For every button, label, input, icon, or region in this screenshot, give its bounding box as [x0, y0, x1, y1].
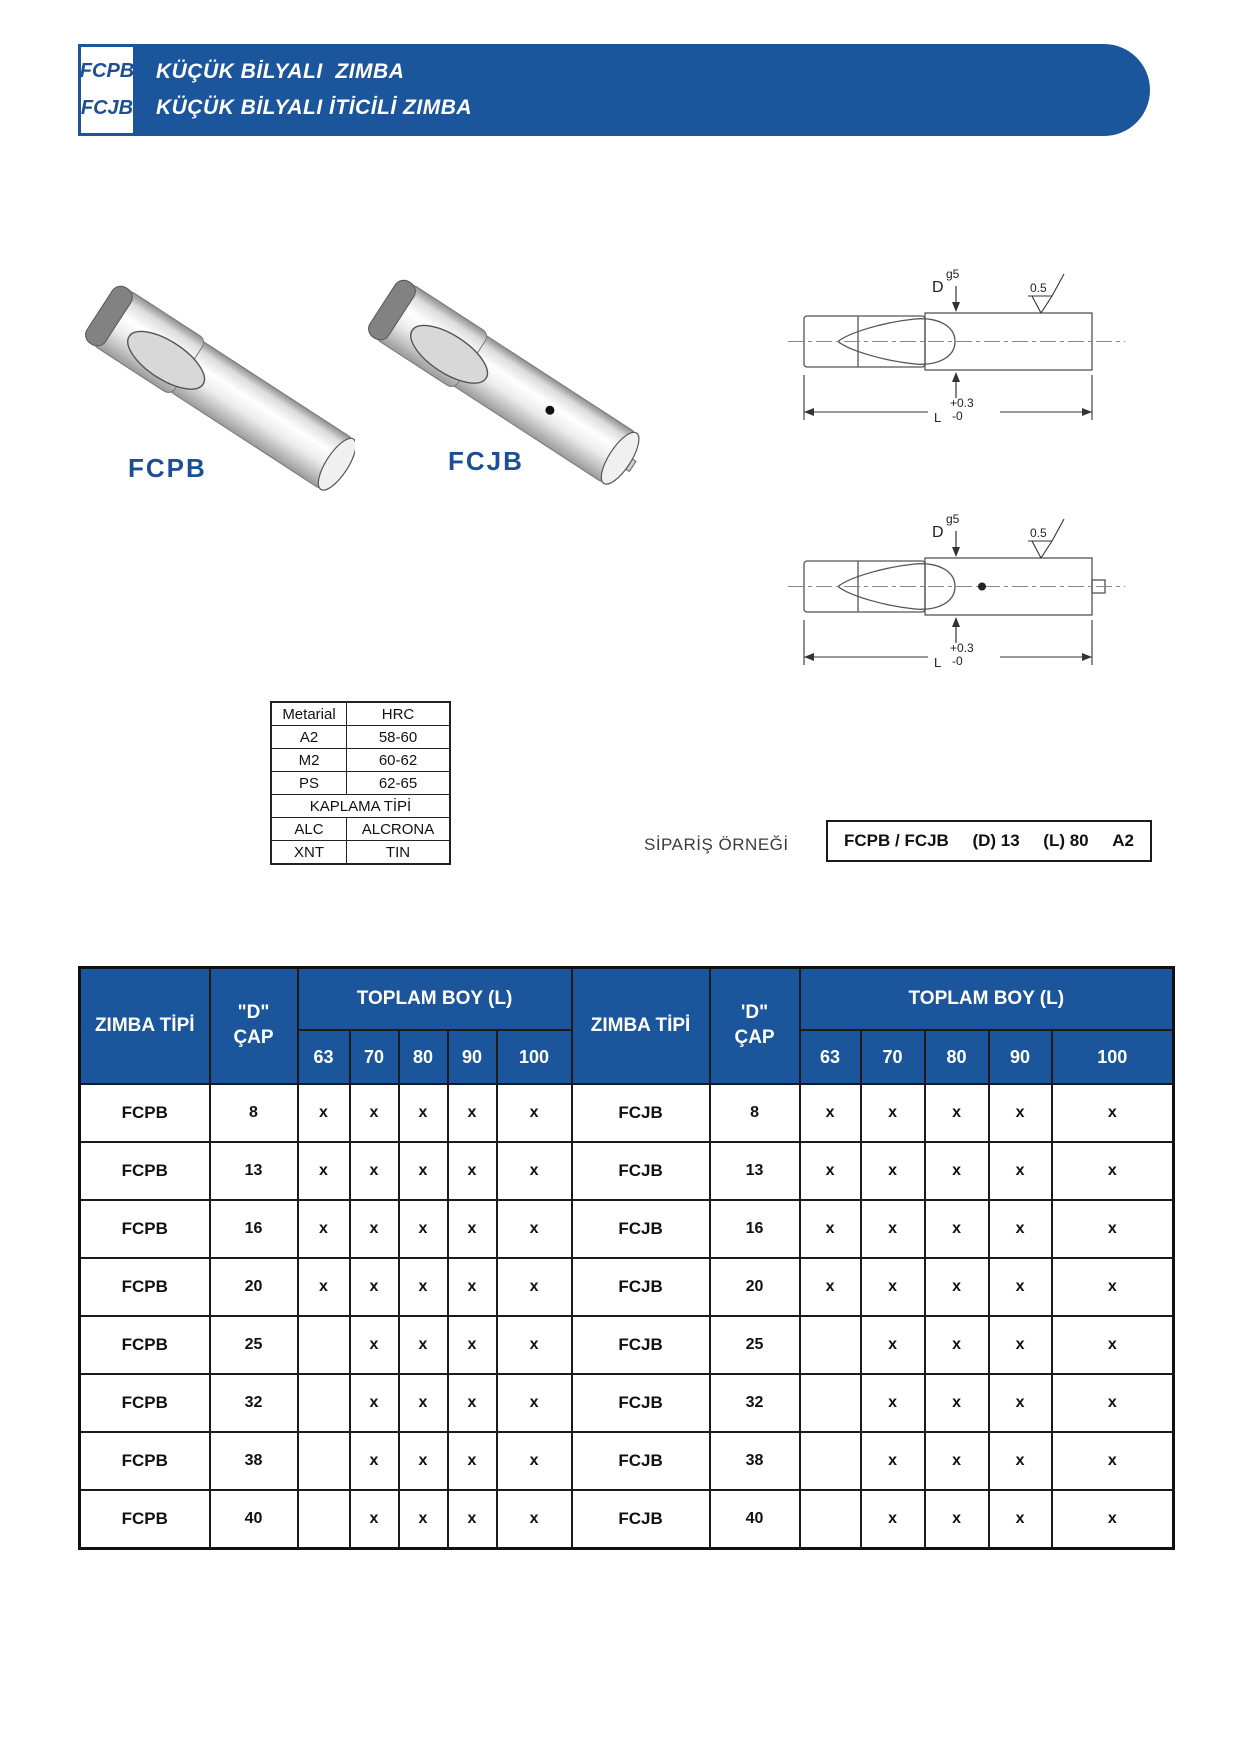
- col-header-toplam-boy-left: TOPLAM BOY (L): [298, 968, 572, 1031]
- availability-mark: x: [925, 1374, 989, 1432]
- diameter-cell: 13: [710, 1142, 800, 1200]
- zimba-type-cell: FCPB: [80, 1374, 210, 1432]
- availability-mark: x: [925, 1316, 989, 1374]
- hrc-header: HRC: [347, 702, 451, 726]
- availability-mark: x: [861, 1316, 925, 1374]
- material-hrc: 60-62: [347, 749, 451, 772]
- availability-mark: x: [350, 1084, 399, 1142]
- length-header: 70: [861, 1030, 925, 1084]
- len-tol-plus: +0.3: [950, 641, 974, 655]
- length-header: 90: [989, 1030, 1052, 1084]
- size-table: [78, 966, 1175, 1550]
- availability-mark: x: [1052, 1084, 1174, 1142]
- availability-mark: x: [399, 1084, 448, 1142]
- order-example-label: SİPARİŞ ÖRNEĞİ: [644, 835, 789, 854]
- diameter-cell: 13: [210, 1142, 298, 1200]
- zimba-type-cell: FCPB: [80, 1200, 210, 1258]
- header-banner: [78, 44, 1150, 136]
- fcpb-3d-render: [85, 262, 355, 507]
- fcpb-technical-drawing: [700, 220, 1240, 435]
- material-table: [270, 701, 451, 865]
- availability-mark: x: [925, 1084, 989, 1142]
- surface-finish-value: 0.5: [1030, 281, 1047, 295]
- availability-mark: x: [861, 1490, 925, 1549]
- availability-mark: x: [925, 1258, 989, 1316]
- coating-code: ALC: [271, 818, 347, 841]
- diameter-cell: 25: [210, 1316, 298, 1374]
- availability-mark: x: [350, 1432, 399, 1490]
- availability-mark: x: [989, 1490, 1052, 1549]
- diameter-cell: 40: [710, 1490, 800, 1549]
- availability-mark: x: [989, 1258, 1052, 1316]
- zimba-type-cell: FCPB: [80, 1258, 210, 1316]
- availability-mark: x: [989, 1374, 1052, 1432]
- availability-mark: x: [861, 1374, 925, 1432]
- availability-mark: x: [1052, 1374, 1174, 1432]
- diameter-cell: 8: [210, 1084, 298, 1142]
- availability-mark: x: [448, 1258, 497, 1316]
- size-table-row: [80, 1374, 1174, 1432]
- material-name: PS: [271, 772, 347, 795]
- availability-mark: x: [350, 1142, 399, 1200]
- availability-mark: [800, 1490, 861, 1549]
- material-name: A2: [271, 726, 347, 749]
- col-header-zimba-tipi-left: ZIMBA TİPİ: [80, 968, 210, 1085]
- availability-mark: x: [861, 1084, 925, 1142]
- availability-mark: x: [989, 1316, 1052, 1374]
- availability-mark: x: [1052, 1142, 1174, 1200]
- dia-label: D: [932, 279, 944, 296]
- zimba-type-cell: FCJB: [572, 1084, 710, 1142]
- availability-mark: x: [399, 1316, 448, 1374]
- availability-mark: x: [925, 1490, 989, 1549]
- zimba-type-cell: FCJB: [572, 1142, 710, 1200]
- order-example-box: [826, 820, 1152, 862]
- availability-mark: x: [350, 1490, 399, 1549]
- availability-mark: x: [399, 1258, 448, 1316]
- material-name: M2: [271, 749, 347, 772]
- zimba-type-cell: FCJB: [572, 1316, 710, 1374]
- availability-mark: x: [989, 1200, 1052, 1258]
- availability-mark: x: [497, 1316, 572, 1374]
- availability-mark: [298, 1490, 350, 1549]
- fcpb-render-label: FCPB: [128, 453, 207, 483]
- order-example-code: FCPB / FCJB: [844, 831, 949, 850]
- availability-mark: x: [298, 1084, 350, 1142]
- availability-mark: [800, 1374, 861, 1432]
- availability-mark: x: [800, 1084, 861, 1142]
- availability-mark: x: [497, 1374, 572, 1432]
- zimba-type-cell: FCPB: [80, 1084, 210, 1142]
- availability-mark: x: [925, 1142, 989, 1200]
- material-header: Metarial: [271, 702, 347, 726]
- availability-mark: x: [448, 1374, 497, 1432]
- availability-mark: x: [1052, 1432, 1174, 1490]
- zimba-type-cell: FCPB: [80, 1432, 210, 1490]
- availability-mark: x: [399, 1432, 448, 1490]
- availability-mark: [800, 1316, 861, 1374]
- diameter-cell: 38: [710, 1432, 800, 1490]
- col-header-dia-left: [210, 968, 298, 1085]
- banner-title-fcjb: KÜÇÜK BİLYALI İTİCİLİ ZIMBA: [156, 96, 473, 119]
- len-label: L: [934, 655, 942, 670]
- availability-mark: x: [497, 1084, 572, 1142]
- availability-mark: x: [399, 1490, 448, 1549]
- fcjb-render-label: FCJB: [448, 446, 524, 476]
- coating-name: TIN: [347, 841, 451, 865]
- col-header-zimba-tipi-right: ZIMBA TİPİ: [572, 968, 710, 1085]
- size-table-row: [80, 1316, 1174, 1374]
- availability-mark: x: [1052, 1490, 1174, 1549]
- length-header: 70: [350, 1030, 399, 1084]
- availability-mark: x: [399, 1142, 448, 1200]
- zimba-type-cell: FCJB: [572, 1374, 710, 1432]
- availability-mark: x: [1052, 1258, 1174, 1316]
- availability-mark: x: [989, 1142, 1052, 1200]
- availability-mark: [298, 1316, 350, 1374]
- surface-finish-value: 0.5: [1030, 526, 1047, 540]
- availability-mark: x: [861, 1432, 925, 1490]
- length-header: 100: [1052, 1030, 1174, 1084]
- availability-mark: x: [448, 1316, 497, 1374]
- length-header: 80: [925, 1030, 989, 1084]
- diameter-cell: 16: [710, 1200, 800, 1258]
- availability-mark: x: [448, 1432, 497, 1490]
- availability-mark: x: [1052, 1316, 1174, 1374]
- size-table-row: [80, 1200, 1174, 1258]
- dia-tol-label: g5: [946, 512, 960, 526]
- size-table-row: [80, 1142, 1174, 1200]
- diameter-cell: 20: [710, 1258, 800, 1316]
- order-example-diameter: (D) 13: [972, 831, 1020, 850]
- coating-title: KAPLAMA TİPİ: [271, 795, 450, 818]
- diameter-cell: 8: [710, 1084, 800, 1142]
- availability-mark: x: [350, 1374, 399, 1432]
- availability-mark: x: [800, 1200, 861, 1258]
- order-example-length: (L) 80: [1043, 831, 1089, 850]
- zimba-type-cell: FCJB: [572, 1490, 710, 1549]
- availability-mark: x: [448, 1084, 497, 1142]
- diameter-cell: 38: [210, 1432, 298, 1490]
- product-code-box: [81, 47, 133, 133]
- dia-label: D: [932, 524, 944, 541]
- length-header: 90: [448, 1030, 497, 1084]
- material-hrc: 58-60: [347, 726, 451, 749]
- product-code-fcjb: FCJB: [80, 97, 134, 119]
- availability-mark: x: [350, 1258, 399, 1316]
- len-tol-plus: +0.3: [950, 396, 974, 410]
- coating-code: XNT: [271, 841, 347, 865]
- availability-mark: x: [497, 1258, 572, 1316]
- availability-mark: x: [925, 1432, 989, 1490]
- size-table-row: [80, 1258, 1174, 1316]
- fcjb-technical-drawing: [700, 440, 1240, 675]
- cap-label-left: ÇAP: [233, 1027, 274, 1048]
- product-code-fcpb: FCPB: [79, 60, 135, 82]
- material-table-body: [271, 702, 450, 864]
- availability-mark: x: [925, 1200, 989, 1258]
- availability-mark: x: [497, 1142, 572, 1200]
- availability-mark: x: [800, 1258, 861, 1316]
- availability-mark: x: [298, 1200, 350, 1258]
- availability-mark: x: [448, 1490, 497, 1549]
- availability-mark: x: [861, 1258, 925, 1316]
- availability-mark: x: [497, 1432, 572, 1490]
- availability-mark: x: [298, 1142, 350, 1200]
- col-header-toplam-boy-right: TOPLAM BOY (L): [800, 968, 1174, 1031]
- material-hrc: 62-65: [347, 772, 451, 795]
- diameter-cell: 16: [210, 1200, 298, 1258]
- col-header-dia-right: [710, 968, 800, 1085]
- availability-mark: [298, 1374, 350, 1432]
- availability-mark: x: [1052, 1200, 1174, 1258]
- diameter-cell: 32: [710, 1374, 800, 1432]
- zimba-type-cell: FCPB: [80, 1316, 210, 1374]
- availability-mark: [800, 1432, 861, 1490]
- banner-titles: [156, 44, 472, 136]
- availability-mark: x: [497, 1490, 572, 1549]
- availability-mark: x: [497, 1200, 572, 1258]
- diameter-cell: 40: [210, 1490, 298, 1549]
- availability-mark: x: [448, 1200, 497, 1258]
- banner-title-fcpb: KÜÇÜK BİLYALI ZIMBA: [156, 60, 405, 83]
- availability-mark: x: [399, 1374, 448, 1432]
- diameter-cell: 25: [710, 1316, 800, 1374]
- length-header: 100: [497, 1030, 572, 1084]
- cap-label-right: ÇAP: [734, 1027, 775, 1048]
- zimba-type-cell: FCJB: [572, 1200, 710, 1258]
- length-header: 63: [800, 1030, 861, 1084]
- availability-mark: x: [800, 1142, 861, 1200]
- size-table-body: [80, 1084, 1174, 1549]
- availability-mark: x: [298, 1258, 350, 1316]
- availability-mark: x: [989, 1432, 1052, 1490]
- dia-label-right: 'D": [740, 1002, 769, 1024]
- length-header: 63: [298, 1030, 350, 1084]
- availability-mark: x: [448, 1142, 497, 1200]
- zimba-type-cell: FCJB: [572, 1258, 710, 1316]
- availability-mark: x: [399, 1200, 448, 1258]
- len-label: L: [934, 410, 942, 425]
- availability-mark: x: [989, 1084, 1052, 1142]
- zimba-type-cell: FCPB: [80, 1490, 210, 1549]
- dia-tol-label: g5: [946, 267, 960, 281]
- len-tol-minus: -0: [952, 409, 963, 423]
- zimba-type-cell: FCPB: [80, 1142, 210, 1200]
- diameter-cell: 20: [210, 1258, 298, 1316]
- diameter-cell: 32: [210, 1374, 298, 1432]
- zimba-type-cell: FCJB: [572, 1432, 710, 1490]
- size-table-row: [80, 1084, 1174, 1142]
- availability-mark: x: [861, 1200, 925, 1258]
- length-header: 80: [399, 1030, 448, 1084]
- availability-mark: x: [350, 1200, 399, 1258]
- len-tol-minus: -0: [952, 654, 963, 668]
- availability-mark: [298, 1432, 350, 1490]
- size-table-row: [80, 1432, 1174, 1490]
- order-example-material: A2: [1112, 831, 1134, 850]
- availability-mark: x: [861, 1142, 925, 1200]
- availability-mark: x: [350, 1316, 399, 1374]
- coating-name: ALCRONA: [347, 818, 451, 841]
- size-table-row: [80, 1490, 1174, 1549]
- dia-label-left: "D": [237, 1002, 270, 1024]
